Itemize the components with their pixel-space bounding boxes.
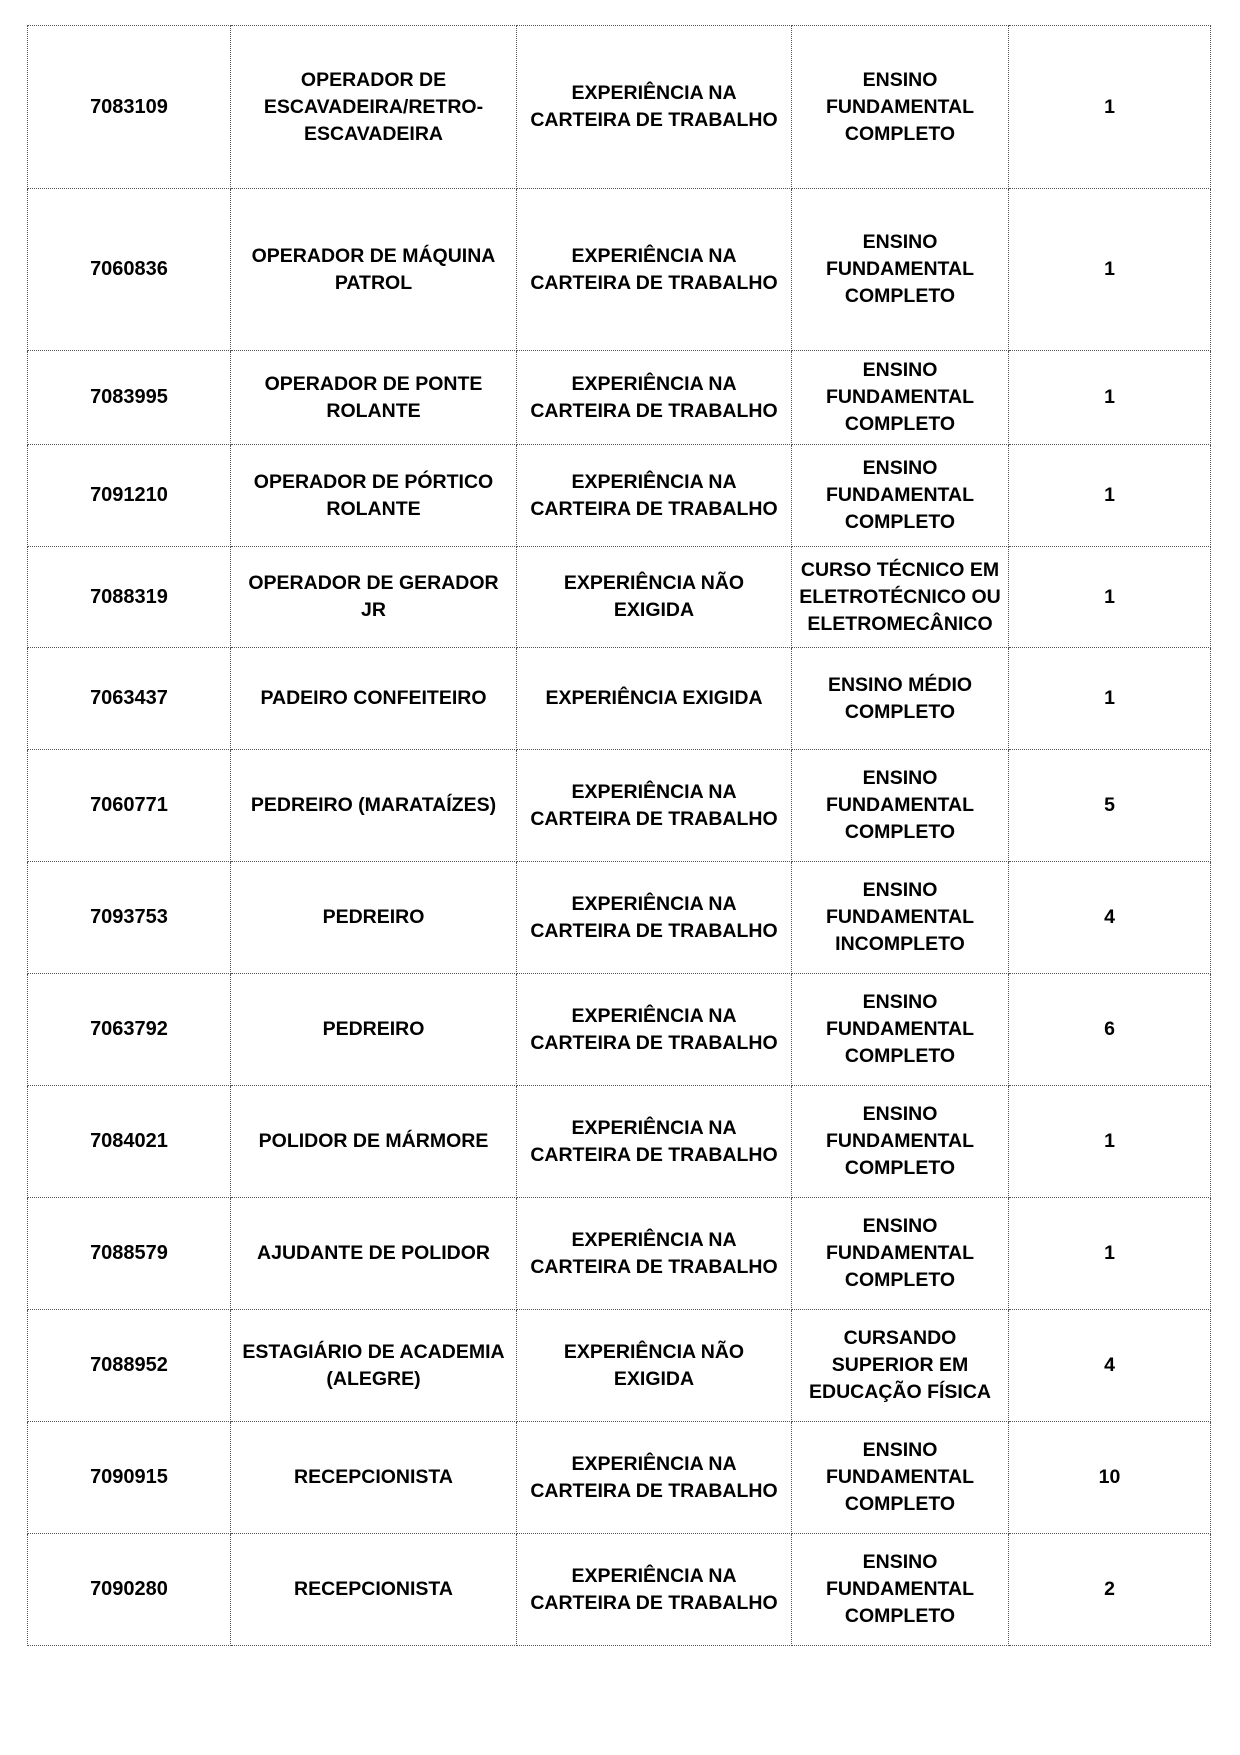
job-code: 7083109 — [28, 26, 231, 189]
table-row — [28, 750, 1211, 862]
job-education: ENSINO FUNDAMENTAL COMPLETO — [792, 1086, 1009, 1198]
job-experience: EXPERIÊNCIA NÃO EXIGIDA — [517, 1310, 792, 1422]
job-code: 7090915 — [28, 1422, 231, 1534]
job-code: 7088952 — [28, 1310, 231, 1422]
job-experience: EXPERIÊNCIA NA CARTEIRA DE TRABALHO — [517, 26, 792, 189]
job-experience: EXPERIÊNCIA NA CARTEIRA DE TRABALHO — [517, 750, 792, 862]
job-education: ENSINO FUNDAMENTAL COMPLETO — [792, 750, 1009, 862]
job-code: 7060771 — [28, 750, 231, 862]
job-vacancies: 6 — [1009, 974, 1211, 1086]
job-experience: EXPERIÊNCIA NA CARTEIRA DE TRABALHO — [517, 1534, 792, 1646]
job-code: 7090280 — [28, 1534, 231, 1646]
job-vacancies: 5 — [1009, 750, 1211, 862]
job-experience: EXPERIÊNCIA NA CARTEIRA DE TRABALHO — [517, 189, 792, 351]
table-row — [28, 974, 1211, 1086]
job-vacancies-body — [28, 26, 1211, 1646]
job-code: 7083995 — [28, 351, 231, 445]
job-vacancies: 1 — [1009, 26, 1211, 189]
job-experience: EXPERIÊNCIA EXIGIDA — [517, 648, 792, 750]
job-vacancies: 1 — [1009, 445, 1211, 547]
job-vacancies: 1 — [1009, 1086, 1211, 1198]
job-role: PEDREIRO — [231, 974, 517, 1086]
job-vacancies: 2 — [1009, 1534, 1211, 1646]
table-row — [28, 26, 1211, 189]
table-row — [28, 862, 1211, 974]
job-vacancies: 1 — [1009, 351, 1211, 445]
job-education: ENSINO FUNDAMENTAL COMPLETO — [792, 1534, 1009, 1646]
job-experience: EXPERIÊNCIA NA CARTEIRA DE TRABALHO — [517, 862, 792, 974]
job-role: OPERADOR DE MÁQUINA PATROL — [231, 189, 517, 351]
job-code: 7088319 — [28, 547, 231, 648]
job-vacancies: 1 — [1009, 189, 1211, 351]
job-role: OPERADOR DE PONTE ROLANTE — [231, 351, 517, 445]
job-experience: EXPERIÊNCIA NA CARTEIRA DE TRABALHO — [517, 974, 792, 1086]
job-role: OPERADOR DE GERADOR JR — [231, 547, 517, 648]
job-vacancies: 10 — [1009, 1422, 1211, 1534]
job-code: 7084021 — [28, 1086, 231, 1198]
job-vacancies: 1 — [1009, 1198, 1211, 1310]
table-row — [28, 547, 1211, 648]
job-education: ENSINO MÉDIO COMPLETO — [792, 648, 1009, 750]
job-role: OPERADOR DE ESCAVADEIRA/RETRO-ESCAVADEIRA — [231, 26, 517, 189]
table-row — [28, 1086, 1211, 1198]
job-role: RECEPCIONISTA — [231, 1534, 517, 1646]
table-row — [28, 1310, 1211, 1422]
job-role: POLIDOR DE MÁRMORE — [231, 1086, 517, 1198]
job-education: ENSINO FUNDAMENTAL COMPLETO — [792, 189, 1009, 351]
job-education: ENSINO FUNDAMENTAL COMPLETO — [792, 26, 1009, 189]
job-code: 7091210 — [28, 445, 231, 547]
job-education: ENSINO FUNDAMENTAL COMPLETO — [792, 1422, 1009, 1534]
table-row — [28, 1198, 1211, 1310]
job-role: RECEPCIONISTA — [231, 1422, 517, 1534]
job-experience: EXPERIÊNCIA NA CARTEIRA DE TRABALHO — [517, 351, 792, 445]
job-vacancies-table — [27, 25, 1211, 1646]
job-education: ENSINO FUNDAMENTAL COMPLETO — [792, 1198, 1009, 1310]
job-experience: EXPERIÊNCIA NA CARTEIRA DE TRABALHO — [517, 445, 792, 547]
table-row — [28, 445, 1211, 547]
table-row — [28, 1534, 1211, 1646]
job-code: 7088579 — [28, 1198, 231, 1310]
job-vacancies: 4 — [1009, 862, 1211, 974]
job-role: ESTAGIÁRIO DE ACADEMIA (ALEGRE) — [231, 1310, 517, 1422]
job-code: 7060836 — [28, 189, 231, 351]
table-row — [28, 648, 1211, 750]
job-role: OPERADOR DE PÓRTICO ROLANTE — [231, 445, 517, 547]
job-role: PADEIRO CONFEITEIRO — [231, 648, 517, 750]
job-code: 7093753 — [28, 862, 231, 974]
job-role: PEDREIRO — [231, 862, 517, 974]
job-role: PEDREIRO (MARATAÍZES) — [231, 750, 517, 862]
job-experience: EXPERIÊNCIA NÃO EXIGIDA — [517, 547, 792, 648]
job-experience: EXPERIÊNCIA NA CARTEIRA DE TRABALHO — [517, 1422, 792, 1534]
job-experience: EXPERIÊNCIA NA CARTEIRA DE TRABALHO — [517, 1086, 792, 1198]
job-education: ENSINO FUNDAMENTAL COMPLETO — [792, 351, 1009, 445]
table-row — [28, 1422, 1211, 1534]
job-vacancies: 4 — [1009, 1310, 1211, 1422]
job-education: ENSINO FUNDAMENTAL INCOMPLETO — [792, 862, 1009, 974]
job-education: CURSO TÉCNICO EM ELETROTÉCNICO OU ELETROMECÂNICO — [792, 547, 1009, 648]
job-vacancies: 1 — [1009, 648, 1211, 750]
job-education: ENSINO FUNDAMENTAL COMPLETO — [792, 974, 1009, 1086]
job-education: ENSINO FUNDAMENTAL COMPLETO — [792, 445, 1009, 547]
job-vacancies: 1 — [1009, 547, 1211, 648]
job-education: CURSANDO SUPERIOR EM EDUCAÇÃO FÍSICA — [792, 1310, 1009, 1422]
job-code: 7063792 — [28, 974, 231, 1086]
job-experience: EXPERIÊNCIA NA CARTEIRA DE TRABALHO — [517, 1198, 792, 1310]
table-row — [28, 351, 1211, 445]
job-code: 7063437 — [28, 648, 231, 750]
job-role: AJUDANTE DE POLIDOR — [231, 1198, 517, 1310]
table-row — [28, 189, 1211, 351]
